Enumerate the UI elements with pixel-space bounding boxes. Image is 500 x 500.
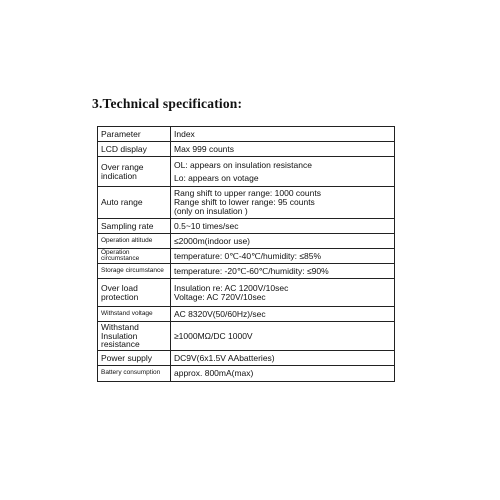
table-row (98, 279, 395, 307)
spec-table (97, 126, 395, 382)
row-value (171, 264, 395, 279)
row-value (171, 322, 395, 351)
row-value (171, 351, 395, 366)
row-value (171, 157, 395, 187)
row-key: Power supply (98, 351, 171, 366)
row-value (171, 234, 395, 249)
row-value-line: DC9V(6x1.5V AAbatteries) (174, 352, 275, 363)
row-value-line: AC 8320V(50/60Hz)/sec (174, 308, 266, 319)
row-key: Over range indication (98, 157, 171, 187)
row-value-line: Voltage: AC 720V/10sec (174, 291, 266, 302)
table-row (98, 142, 395, 157)
row-value-line: Insulation re: AC 1200V/10sec (174, 282, 289, 293)
row-value-line: Max 999 counts (174, 143, 235, 154)
header-index: Index (171, 127, 395, 142)
row-value-line: (only on insulation ) (174, 206, 248, 216)
table-row (98, 187, 395, 219)
table-row (98, 157, 395, 187)
row-value (171, 219, 395, 234)
table-row (98, 307, 395, 322)
table-row (98, 366, 395, 382)
row-key: LCD display (98, 142, 171, 157)
row-value-line: approx. 800mA(max) (174, 368, 254, 378)
row-key: Battery consumption (98, 366, 171, 382)
table-row (98, 322, 395, 351)
row-key: Withstand Insulation resistance (98, 322, 171, 351)
row-key: Withstand voltage (98, 307, 171, 322)
row-value-line: Range shift to lower range: 95 counts (174, 197, 315, 207)
row-key: Auto range (98, 187, 171, 219)
row-value-line: temperature: 0℃-40℃/humidity: ≤85% (174, 250, 322, 261)
row-value-line: ≥1000MΩ/DC 1000V (174, 330, 253, 341)
row-value (171, 142, 395, 157)
row-value-line: Lo: appears on votage (174, 172, 259, 183)
row-key: Over load protection (98, 279, 171, 307)
row-value-line: OL: appears on insulation resistance (174, 159, 312, 170)
table-row (98, 264, 395, 279)
row-value (171, 366, 395, 382)
table-row (98, 219, 395, 234)
section-heading: 3.Technical specification: (92, 96, 243, 111)
row-key: Storage circumstance (98, 264, 171, 279)
row-value-line: temperature: -20℃-60℃/humidity: ≤90% (174, 265, 329, 276)
row-value (171, 307, 395, 322)
table-row (98, 249, 395, 264)
table-header-row (98, 127, 395, 142)
row-value-line: Rang shift to upper range: 1000 counts (174, 188, 321, 198)
row-value (171, 187, 395, 219)
table-row (98, 234, 395, 249)
row-value (171, 279, 395, 307)
header-parameter: Parameter (98, 127, 171, 142)
row-key: Operation altitude (98, 234, 171, 249)
row-value (171, 249, 395, 264)
row-value-line: 0.5~10 times/sec (174, 220, 239, 231)
row-key: Operation circumstance (98, 249, 171, 264)
table-row (98, 351, 395, 366)
row-value-line: ≤2000m(indoor use) (174, 235, 251, 246)
row-key: Sampling rate (98, 219, 171, 234)
